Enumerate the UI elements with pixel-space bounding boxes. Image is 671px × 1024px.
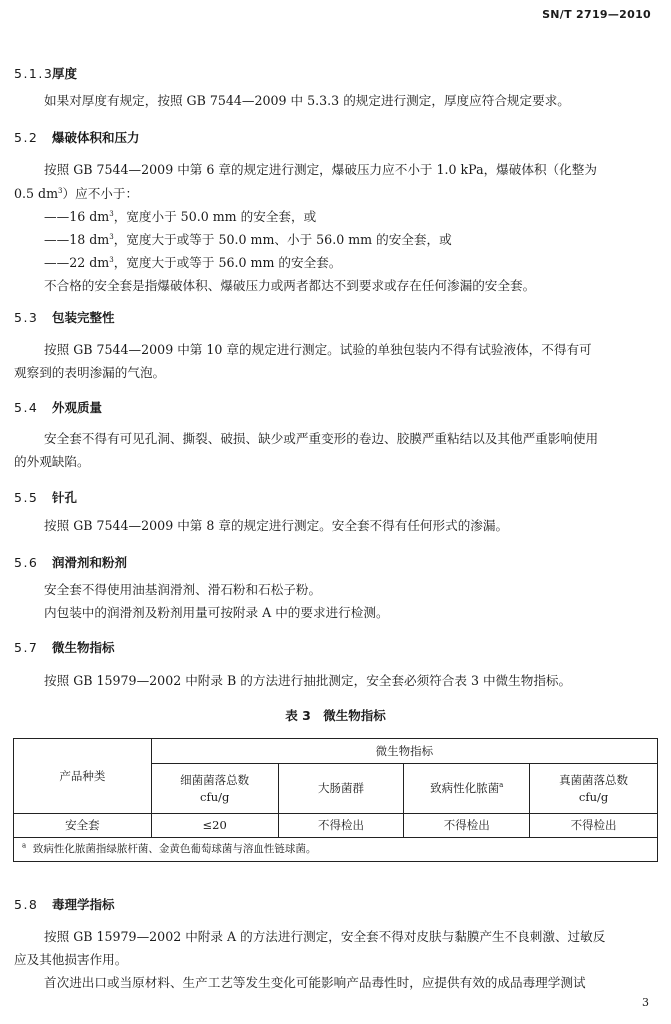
paragraph-continued: 的外观缺陷。	[14, 454, 90, 469]
text: ，宽度大于或等于 50.0 mm、小于 56.0 mm 的安全套，或	[113, 232, 452, 247]
section-number: 5.6	[14, 555, 39, 570]
section-heading-5-3	[14, 308, 115, 326]
column-header-line1	[404, 780, 529, 797]
table-header-row	[14, 739, 658, 764]
section-heading-5-6	[14, 553, 127, 571]
text: ——16 dm	[44, 209, 110, 224]
section-title: 爆破体积和压力	[52, 130, 140, 145]
section-title: 润滑剂和粉剂	[52, 555, 128, 570]
column-header-line1: 真菌菌落总数	[559, 772, 629, 787]
section-number: 5.7	[14, 640, 39, 655]
section-title: 针孔	[52, 490, 78, 505]
paragraph-continued: 观察到的表明渗漏的气泡。	[14, 365, 166, 380]
table-cell: 不得检出	[278, 814, 404, 838]
paragraph-continued: 应及其他损害作用。	[14, 952, 128, 967]
column-header-line1: 大肠菌群	[317, 781, 364, 795]
section-number: 5.8	[14, 897, 39, 912]
list-item	[14, 205, 671, 228]
table-cell: 不得检出	[530, 814, 658, 838]
section-number: 5.2	[14, 130, 39, 145]
footnote-marker: a	[22, 841, 27, 850]
text: ）应不小于：	[62, 186, 139, 201]
text: 0.5 dm	[14, 186, 59, 201]
text: ，宽度小于 50.0 mm 的安全套，或	[113, 209, 317, 224]
table-cell-product: 安全套	[14, 814, 152, 838]
section-number: 5.4	[14, 400, 39, 415]
paragraph: 按照 GB 15979—2002 中附录 B 的方法进行抽批测定，安全套必须符合表 3 中微生物指标。	[44, 673, 572, 688]
column-header-coliforms	[278, 764, 404, 814]
section-title: 包装完整性	[52, 310, 115, 325]
section-number: 5.1.3	[14, 66, 54, 81]
paragraph-continued	[14, 182, 657, 205]
section-heading-5-1-3	[14, 64, 77, 82]
paragraph: 按照 GB 7544—2009 中第 8 章的规定进行测定。安全套不得有任何形式的渗漏。	[44, 518, 509, 533]
paragraph: 安全套不得有可见孔洞、撕裂、破损、缺少或严重变形的卷边、胶膜严重粘结以及其他严重影响使用	[44, 431, 599, 446]
table-caption: 表 3 微生物指标	[285, 708, 386, 723]
standard-number: SN/T 2719—2010	[542, 8, 651, 21]
column-header-text: 致病性化脓菌	[430, 781, 500, 795]
section-heading-5-7	[14, 638, 115, 656]
paragraph: 内包装中的润滑剂及粉剂用量可按附录 A 中的要求进行检测。	[44, 605, 389, 620]
column-header-unit: cfu/g	[200, 789, 230, 804]
paragraph: 按照 GB 7544—2009 中第 10 章的规定进行测定。试验的单独包装内不得有试验液体，不得有可	[44, 342, 592, 357]
list-item	[14, 251, 671, 274]
superscript: 3	[109, 255, 114, 264]
section-number: 5.3	[14, 310, 39, 325]
paragraph: 按照 GB 7544—2009 中第 6 章的规定进行测定，爆破压力应不小于 1.0 kPa，爆破体积（化整为	[44, 162, 597, 177]
paragraph: 按照 GB 15979—2002 中附录 A 的方法进行测定，安全套不得对皮肤与黏膜产生不良刺激、过敏反	[44, 929, 606, 944]
column-header-unit: cfu/g	[578, 789, 609, 804]
table-footnote-row	[14, 838, 658, 862]
section-number: 5.5	[14, 490, 39, 505]
section-heading-5-8	[14, 895, 115, 913]
superscript: 3	[58, 186, 63, 195]
table-row	[14, 814, 658, 838]
paragraph: 不合格的安全套是指爆破体积、爆破压力或两者都达不到要求或存在任何渗漏的安全套。	[44, 278, 536, 293]
column-header-line1: 细菌菌落总数	[180, 772, 250, 787]
section-heading-5-4	[14, 398, 102, 416]
section-title: 毒理学指标	[52, 897, 115, 912]
table-cell: ≤20	[151, 814, 278, 838]
footnote-text: 致病性化脓菌指绿脓杆菌、金黄色葡萄球菌与溶血性链球菌。	[32, 843, 317, 855]
section-title: 微生物指标	[52, 640, 115, 655]
section-heading-5-2	[14, 128, 140, 146]
superscript: 3	[109, 209, 114, 218]
text: ——22 dm	[44, 255, 110, 270]
superscript: 3	[109, 232, 114, 241]
microbial-index-group-header: 微生物指标	[151, 739, 657, 764]
footnote-marker: a	[499, 781, 504, 790]
section-title: 厚度	[52, 66, 78, 81]
column-header-pyogenic-bacteria	[404, 764, 530, 814]
text: ——18 dm	[44, 232, 110, 247]
column-header-total-bacteria	[151, 764, 278, 814]
list-item	[14, 228, 671, 251]
table-footnote	[14, 838, 658, 862]
paragraph: 首次进出口或当原材料、生产工艺等发生变化可能影响产品毒性时，应提供有效的成品毒理学测试	[44, 975, 586, 990]
product-type-header: 产品种类	[14, 739, 152, 814]
column-header-total-fungi	[530, 764, 658, 814]
text: ，宽度大于或等于 56.0 mm 的安全套。	[113, 255, 342, 270]
microbial-index-table	[13, 738, 658, 862]
paragraph: 如果对厚度有规定，按照 GB 7544—2009 中 5.3.3 的规定进行测定，厚度应符合规定要求。	[44, 93, 570, 108]
table-cell: 不得检出	[404, 814, 530, 838]
paragraph: 安全套不得使用油基润滑剂、滑石粉和石松子粉。	[44, 582, 322, 597]
page-number: 3	[642, 996, 649, 1009]
section-heading-5-5	[14, 488, 77, 506]
section-title: 外观质量	[52, 400, 103, 415]
